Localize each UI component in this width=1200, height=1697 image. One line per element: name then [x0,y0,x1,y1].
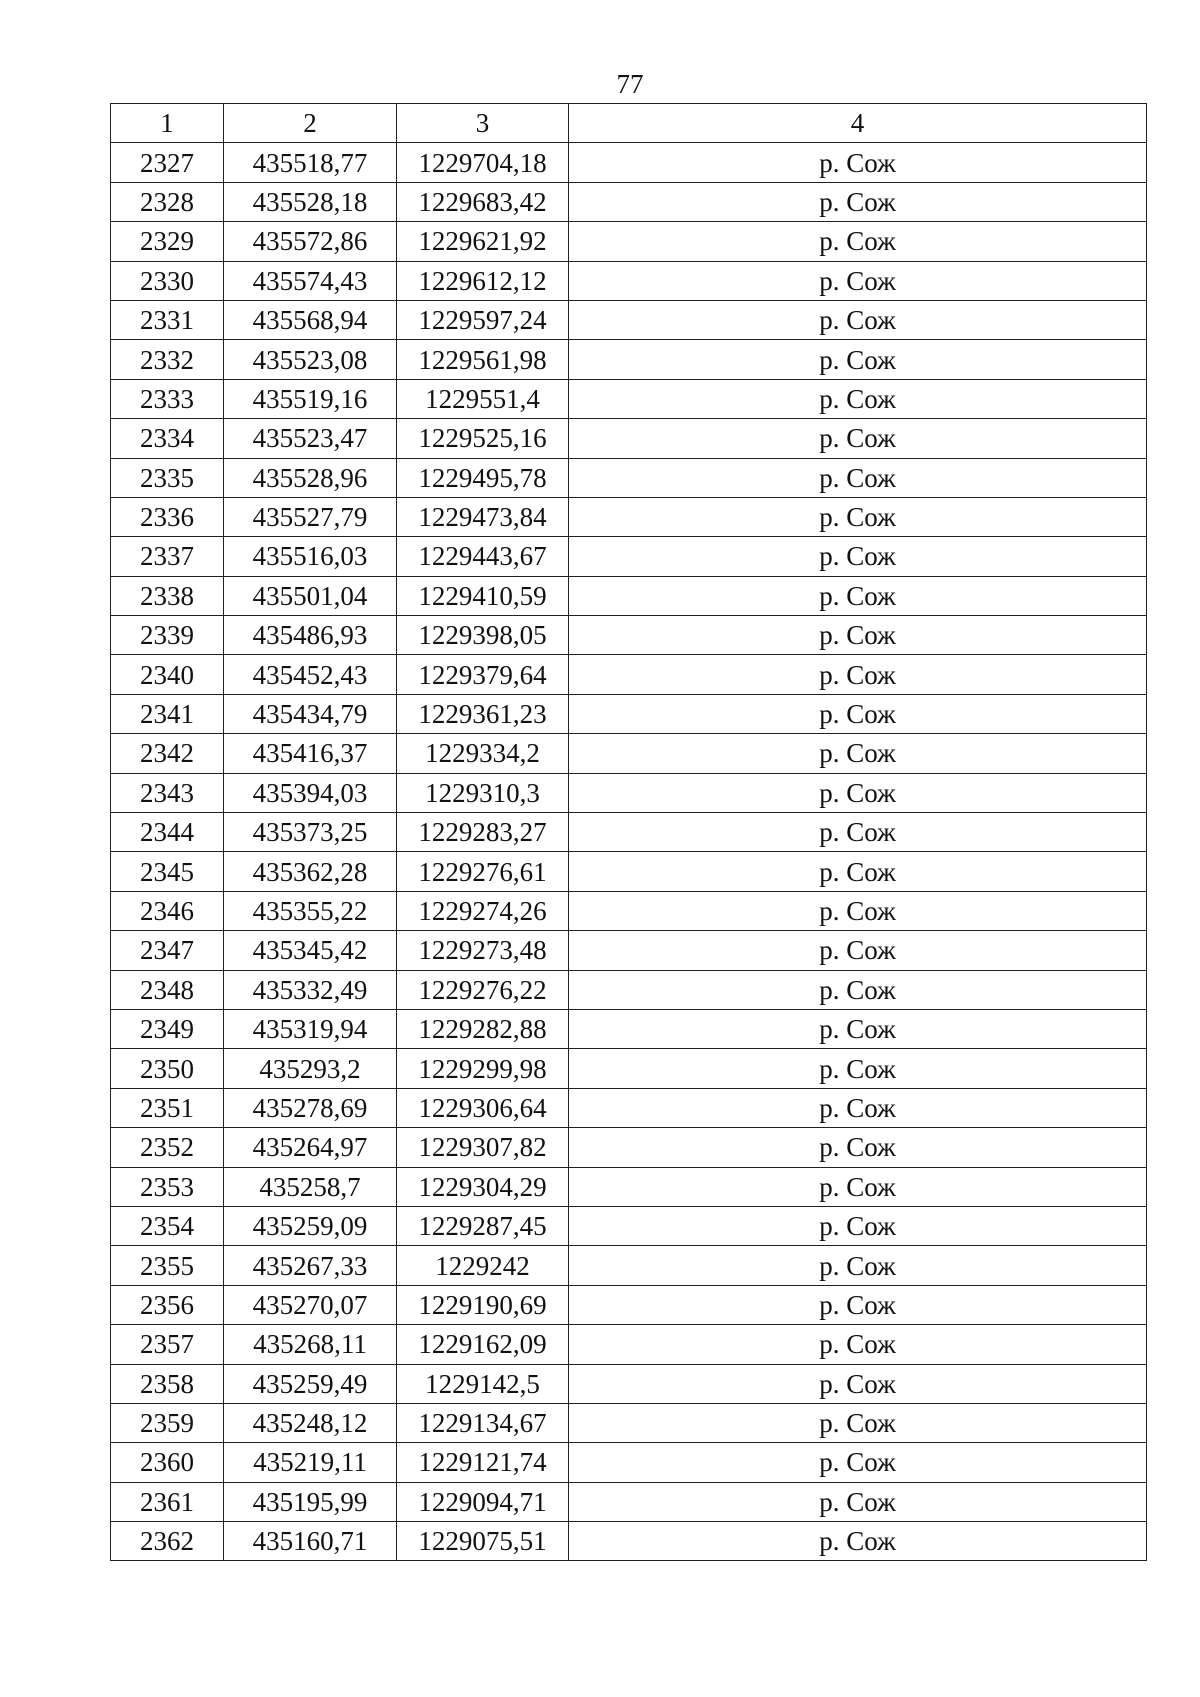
table-cell-col-2: 435434,79 [224,694,397,733]
table-cell-col-4: р. Сож [569,1522,1147,1561]
table-cell-col-2: 435268,11 [224,1325,397,1364]
table-row [111,1522,1147,1561]
table-cell-col-1: 2333 [111,379,224,418]
table-cell-col-3: 1229242 [397,1246,569,1285]
table-cell-col-1: 2352 [111,1128,224,1167]
table-cell-col-3: 1229597,24 [397,300,569,339]
table-cell-col-1: 2341 [111,694,224,733]
table-cell-col-2: 435523,08 [224,340,397,379]
table-cell-col-1: 2354 [111,1206,224,1245]
table-cell-col-1: 2344 [111,813,224,852]
table-cell-col-2: 435568,94 [224,300,397,339]
table-cell-col-2: 435248,12 [224,1403,397,1442]
table-cell-col-4: р. Сож [569,182,1147,221]
table-cell-col-1: 2359 [111,1403,224,1442]
table-cell-col-1: 2362 [111,1522,224,1561]
table-cell-col-2: 435160,71 [224,1522,397,1561]
table-cell-col-4: р. Сож [569,1285,1147,1324]
table-cell-col-1: 2343 [111,773,224,812]
table-cell-col-4: р. Сож [569,300,1147,339]
table-cell-col-4: р. Сож [569,458,1147,497]
table-cell-col-2: 435523,47 [224,419,397,458]
table-cell-col-1: 2340 [111,655,224,694]
table-row [111,1246,1147,1285]
table-cell-col-2: 435219,11 [224,1443,397,1482]
table-cell-col-2: 435259,49 [224,1364,397,1403]
table-row [111,1088,1147,1127]
table-cell-col-1: 2356 [111,1285,224,1324]
table-cell-col-4: р. Сож [569,1482,1147,1521]
table-cell-col-2: 435259,09 [224,1206,397,1245]
table-cell-col-2: 435486,93 [224,616,397,655]
table-cell-col-1: 2338 [111,576,224,615]
table-cell-col-2: 435518,77 [224,143,397,182]
table-cell-col-2: 435394,03 [224,773,397,812]
table-cell-col-1: 2345 [111,852,224,891]
table-cell-col-4: р. Сож [569,616,1147,655]
table-cell-col-4: р. Сож [569,694,1147,733]
table-cell-col-1: 2331 [111,300,224,339]
table-cell-col-1: 2353 [111,1167,224,1206]
table-cell-col-4: р. Сож [569,734,1147,773]
table-cell-col-2: 435574,43 [224,261,397,300]
table-cell-col-4: р. Сож [569,1009,1147,1048]
table-cell-col-4: р. Сож [569,340,1147,379]
table-cell-col-4: р. Сож [569,537,1147,576]
table-row [111,458,1147,497]
table-cell-col-3: 1229683,42 [397,182,569,221]
table-cell-col-4: р. Сож [569,1325,1147,1364]
table-row [111,616,1147,655]
table-row [111,1128,1147,1167]
table-cell-col-1: 2342 [111,734,224,773]
table-row [111,182,1147,221]
table-row [111,1009,1147,1048]
table-cell-col-1: 2351 [111,1088,224,1127]
table-cell-col-4: р. Сож [569,222,1147,261]
table-cell-col-2: 435501,04 [224,576,397,615]
table-cell-col-2: 435528,96 [224,458,397,497]
table-cell-col-4: р. Сож [569,261,1147,300]
table-cell-col-1: 2355 [111,1246,224,1285]
table-cell-col-1: 2336 [111,497,224,536]
table-row [111,655,1147,694]
table-cell-col-2: 435258,7 [224,1167,397,1206]
table-cell-col-3: 1229304,29 [397,1167,569,1206]
table-cell-col-4: р. Сож [569,773,1147,812]
table-cell-col-4: р. Сож [569,143,1147,182]
table-row [111,931,1147,970]
table-cell-col-1: 2330 [111,261,224,300]
table-row [111,970,1147,1009]
table-cell-col-2: 435355,22 [224,891,397,930]
table-cell-col-3: 1229334,2 [397,734,569,773]
table-cell-col-3: 1229299,98 [397,1049,569,1088]
table-cell-col-4: р. Сож [569,1128,1147,1167]
table-cell-col-1: 2349 [111,1009,224,1048]
table-cell-col-3: 1229473,84 [397,497,569,536]
table-cell-col-3: 1229287,45 [397,1206,569,1245]
table-cell-col-3: 1229075,51 [397,1522,569,1561]
table-cell-col-4: р. Сож [569,852,1147,891]
table-row [111,300,1147,339]
table-cell-col-1: 2360 [111,1443,224,1482]
table-cell-col-2: 435373,25 [224,813,397,852]
table-cell-col-2: 435332,49 [224,970,397,1009]
table-cell-col-4: р. Сож [569,1364,1147,1403]
table-cell-col-4: р. Сож [569,1206,1147,1245]
table-cell-col-4: р. Сож [569,1246,1147,1285]
table-cell-col-4: р. Сож [569,576,1147,615]
table-cell-col-4: р. Сож [569,1049,1147,1088]
table-cell-col-1: 2358 [111,1364,224,1403]
table-cell-col-2: 435267,33 [224,1246,397,1285]
table-cell-col-3: 1229495,78 [397,458,569,497]
table-cell-col-1: 2339 [111,616,224,655]
table-row [111,340,1147,379]
table-cell-col-1: 2348 [111,970,224,1009]
table-cell-col-1: 2346 [111,891,224,930]
table-cell-col-1: 2337 [111,537,224,576]
table-row [111,379,1147,418]
table-cell-col-4: р. Сож [569,497,1147,536]
header-cell-4: 4 [569,104,1147,143]
table-cell-col-3: 1229121,74 [397,1443,569,1482]
table-row [111,1443,1147,1482]
table-cell-col-3: 1229361,23 [397,694,569,733]
table-cell-col-4: р. Сож [569,1443,1147,1482]
table-cell-col-3: 1229704,18 [397,143,569,182]
table-cell-col-3: 1229190,69 [397,1285,569,1324]
table-cell-col-4: р. Сож [569,1167,1147,1206]
table-cell-col-2: 435452,43 [224,655,397,694]
table-row [111,261,1147,300]
coordinates-table [110,103,1147,1561]
table-cell-col-4: р. Сож [569,970,1147,1009]
table-cell-col-3: 1229142,5 [397,1364,569,1403]
table-cell-col-3: 1229525,16 [397,419,569,458]
table-row [111,813,1147,852]
table-row [111,1285,1147,1324]
table-row [111,773,1147,812]
table-body [111,143,1147,1561]
table-row [111,537,1147,576]
table-cell-col-3: 1229410,59 [397,576,569,615]
table-cell-col-4: р. Сож [569,655,1147,694]
table-cell-col-1: 2347 [111,931,224,970]
table-cell-col-2: 435516,03 [224,537,397,576]
table-cell-col-2: 435572,86 [224,222,397,261]
table-row [111,891,1147,930]
table-cell-col-3: 1229276,22 [397,970,569,1009]
table-row [111,1482,1147,1521]
page-number: 77 [616,69,644,99]
table-cell-col-3: 1229443,67 [397,537,569,576]
table-cell-col-2: 435416,37 [224,734,397,773]
table-row [111,734,1147,773]
table-cell-col-3: 1229162,09 [397,1325,569,1364]
table-cell-col-4: р. Сож [569,931,1147,970]
table-row [111,1325,1147,1364]
table-row [111,1206,1147,1245]
table-row [111,1049,1147,1088]
table-cell-col-3: 1229561,98 [397,340,569,379]
table-cell-col-2: 435519,16 [224,379,397,418]
table-cell-col-2: 435528,18 [224,182,397,221]
table-cell-col-2: 435527,79 [224,497,397,536]
table-cell-col-4: р. Сож [569,419,1147,458]
table-row [111,143,1147,182]
table-cell-col-3: 1229551,4 [397,379,569,418]
table-cell-col-3: 1229274,26 [397,891,569,930]
table-cell-col-3: 1229094,71 [397,1482,569,1521]
table-row [111,852,1147,891]
table-cell-col-4: р. Сож [569,1088,1147,1127]
table-cell-col-1: 2328 [111,182,224,221]
table-cell-col-1: 2329 [111,222,224,261]
table-cell-col-1: 2327 [111,143,224,182]
table-cell-col-2: 435345,42 [224,931,397,970]
table-cell-col-3: 1229306,64 [397,1088,569,1127]
table-row [111,1403,1147,1442]
table-row [111,576,1147,615]
table-header [111,104,1147,143]
table-row [111,497,1147,536]
table-cell-col-3: 1229612,12 [397,261,569,300]
header-cell-2: 2 [224,104,397,143]
header-row [111,104,1147,143]
table-cell-col-3: 1229134,67 [397,1403,569,1442]
table-cell-col-1: 2332 [111,340,224,379]
table-cell-col-4: р. Сож [569,1403,1147,1442]
table-cell-col-2: 435293,2 [224,1049,397,1088]
table-cell-col-4: р. Сож [569,379,1147,418]
table-cell-col-3: 1229398,05 [397,616,569,655]
table-cell-col-1: 2334 [111,419,224,458]
table-cell-col-1: 2350 [111,1049,224,1088]
table-cell-col-3: 1229379,64 [397,655,569,694]
table-cell-col-3: 1229282,88 [397,1009,569,1048]
table-cell-col-3: 1229283,27 [397,813,569,852]
table-cell-col-1: 2357 [111,1325,224,1364]
table-cell-col-2: 435270,07 [224,1285,397,1324]
table-cell-col-4: р. Сож [569,813,1147,852]
table-cell-col-3: 1229307,82 [397,1128,569,1167]
table-cell-col-2: 435362,28 [224,852,397,891]
table-cell-col-1: 2361 [111,1482,224,1521]
table-cell-col-2: 435195,99 [224,1482,397,1521]
table-cell-col-3: 1229276,61 [397,852,569,891]
table-cell-col-3: 1229273,48 [397,931,569,970]
table-row [111,419,1147,458]
table-row [111,222,1147,261]
table-row [111,694,1147,733]
header-cell-1: 1 [111,104,224,143]
table-cell-col-2: 435319,94 [224,1009,397,1048]
table-cell-col-4: р. Сож [569,891,1147,930]
table-cell-col-3: 1229621,92 [397,222,569,261]
table-row [111,1167,1147,1206]
table-cell-col-3: 1229310,3 [397,773,569,812]
table-cell-col-2: 435278,69 [224,1088,397,1127]
table-row [111,1364,1147,1403]
header-cell-3: 3 [397,104,569,143]
table-cell-col-1: 2335 [111,458,224,497]
table-cell-col-2: 435264,97 [224,1128,397,1167]
